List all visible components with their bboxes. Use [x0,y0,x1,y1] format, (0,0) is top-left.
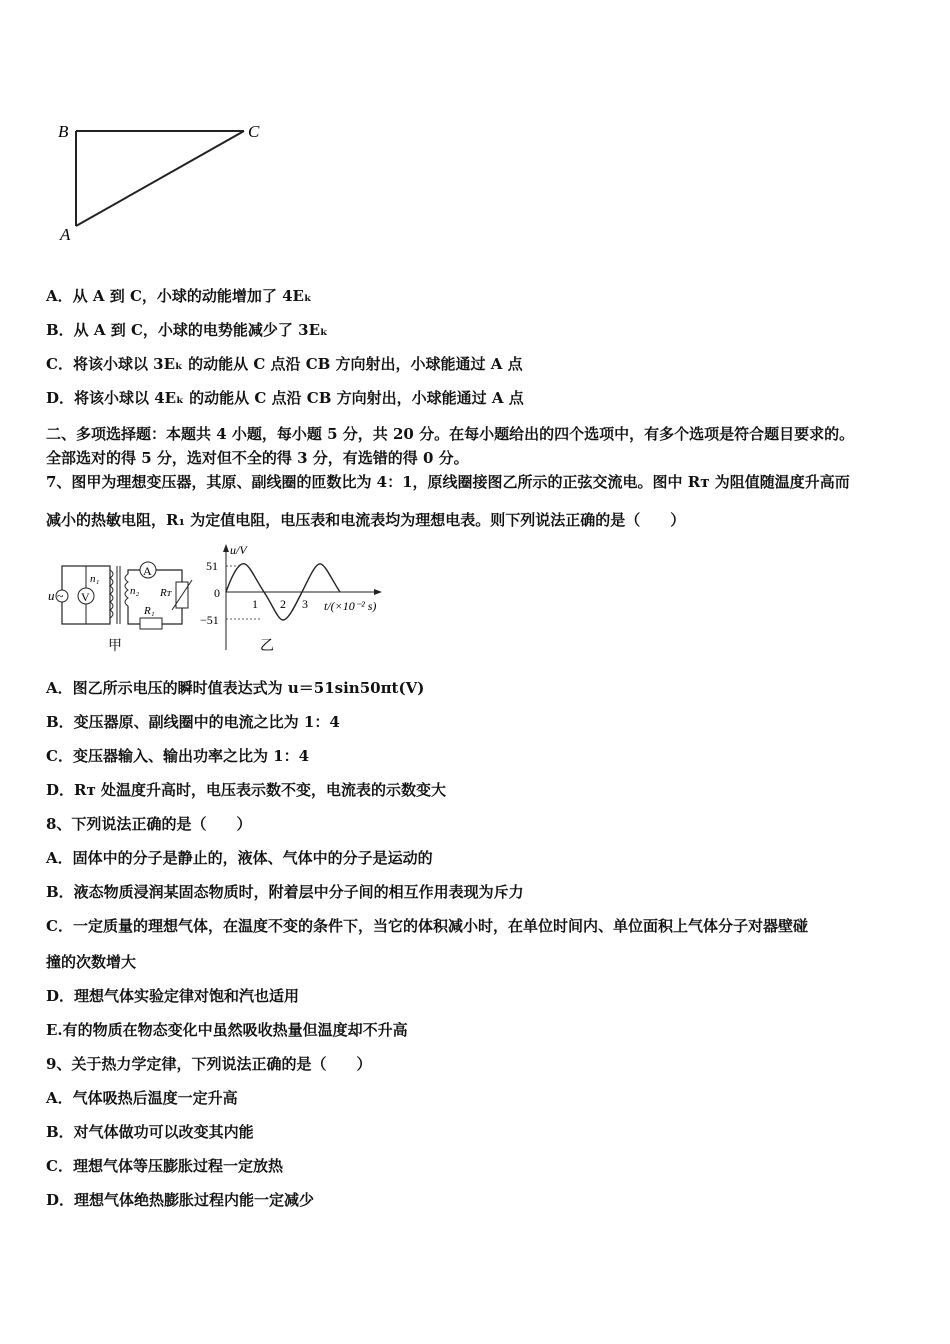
triangle-figure [50,112,280,252]
x-tick-2: 2 [280,597,286,611]
q8-option-c-continued: 撞的次数增大 [46,953,137,971]
q6-option-a: A．从 A 到 C，小球的动能增加了 4Eₖ [46,287,312,305]
q8-option-b: B．液态物质浸润某固态物质时，附着层中分子间的相互作用表现为斥力 [46,883,524,901]
x-axis-label: t/(×10⁻² s) [324,599,377,613]
vertex-c-label: C [248,122,260,141]
graph-caption: 乙 [260,639,274,654]
q8-option-a: A．固体中的分子是静止的，液体、气体中的分子是运动的 [46,849,433,867]
r1-label: R₁ [144,605,155,617]
section2-heading-line1: 二、多项选择题：本题共 4 小题，每小题 5 分，共 20 分。在每小题给出的四个选项中，有多个选项是符合题目要求的。 [46,425,855,443]
q6-option-c: C．将该小球以 3Eₖ 的动能从 C 点沿 CB 方向射出，小球能通过 A 点 [46,355,523,373]
q7-stem-line1: 7、图甲为理想变压器，其原、副线圈的匝数比为 4：1，原线圈接图乙所示的正弦交流电。图中 Rᴛ 为阻值随温度升高而 [46,473,850,491]
q8-option-d: D．理想气体实验定律对饱和汽也适用 [46,987,300,1005]
y-tick-max: 51 [206,559,218,573]
q9-option-c: C．理想气体等压膨胀过程一定放热 [46,1157,283,1175]
x-tick-3: 3 [302,597,308,611]
r1-resistor [140,618,162,629]
n2-label: n₂ [130,585,140,597]
x-tick-1: 1 [252,597,258,611]
y-tick-zero: 0 [214,586,220,600]
n1-label: n₁ [90,573,100,585]
ammeter-label: A [143,564,152,578]
rt-label: Rᴛ [160,587,171,599]
voltmeter-label: V [81,590,90,604]
q9-stem: 9、关于热力学定律，下列说法正确的是（ ） [46,1055,372,1073]
circuit-diagram [44,552,194,662]
circuit-caption: 甲 [108,639,122,654]
q8-option-e: E.有的物质在物态变化中虽然吸收热量但温度却不升高 [46,1021,408,1039]
q9-option-a: A．气体吸热后温度一定升高 [46,1089,238,1107]
q7-option-c: C．变压器输入、输出功率之比为 1：4 [46,747,310,765]
vertex-a-label: A [60,225,71,244]
source-tilde: ~ [57,589,64,603]
q9-option-b: B．对气体做功可以改变其内能 [46,1123,254,1141]
q7-option-d: D．Rᴛ 处温度升高时，电压表示数不变，电流表的示数变大 [46,781,446,799]
q8-stem: 8、下列说法正确的是（ ） [46,815,252,833]
q7-option-a: A．图乙所示电压的瞬时值表达式为 u＝51sin50πt(V) [46,679,425,697]
y-axis-label: u/V [230,543,247,557]
q9-option-d: D．理想气体绝热膨胀过程内能一定减少 [46,1191,315,1209]
q6-option-b: B．从 A 到 C，小球的电势能减少了 3Eₖ [46,321,328,339]
q6-option-d: D．将该小球以 4Eₖ 的动能从 C 点沿 CB 方向射出，小球能通过 A 点 [46,389,524,407]
vertex-b-label: B [58,122,69,141]
section2-heading-line2: 全部选对的得 5 分，选对但不全的得 3 分，有选错的得 0 分。 [46,449,469,467]
y-tick-min: −51 [200,613,219,627]
source-u-label: u [48,588,55,603]
voltage-graph [200,540,400,662]
q8-option-c: C．一定质量的理想气体，在温度不变的条件下，当它的体积减小时，在单位时间内、单位面积上气体分子对器壁碰 [46,917,808,935]
q7-option-b: B．变压器原、副线圈中的电流之比为 1：4 [46,713,340,731]
q7-stem-line2: 减小的热敏电阻，R₁ 为定值电阻，电压表和电流表均为理想电表。则下列说法正确的是（ ） [46,511,686,529]
